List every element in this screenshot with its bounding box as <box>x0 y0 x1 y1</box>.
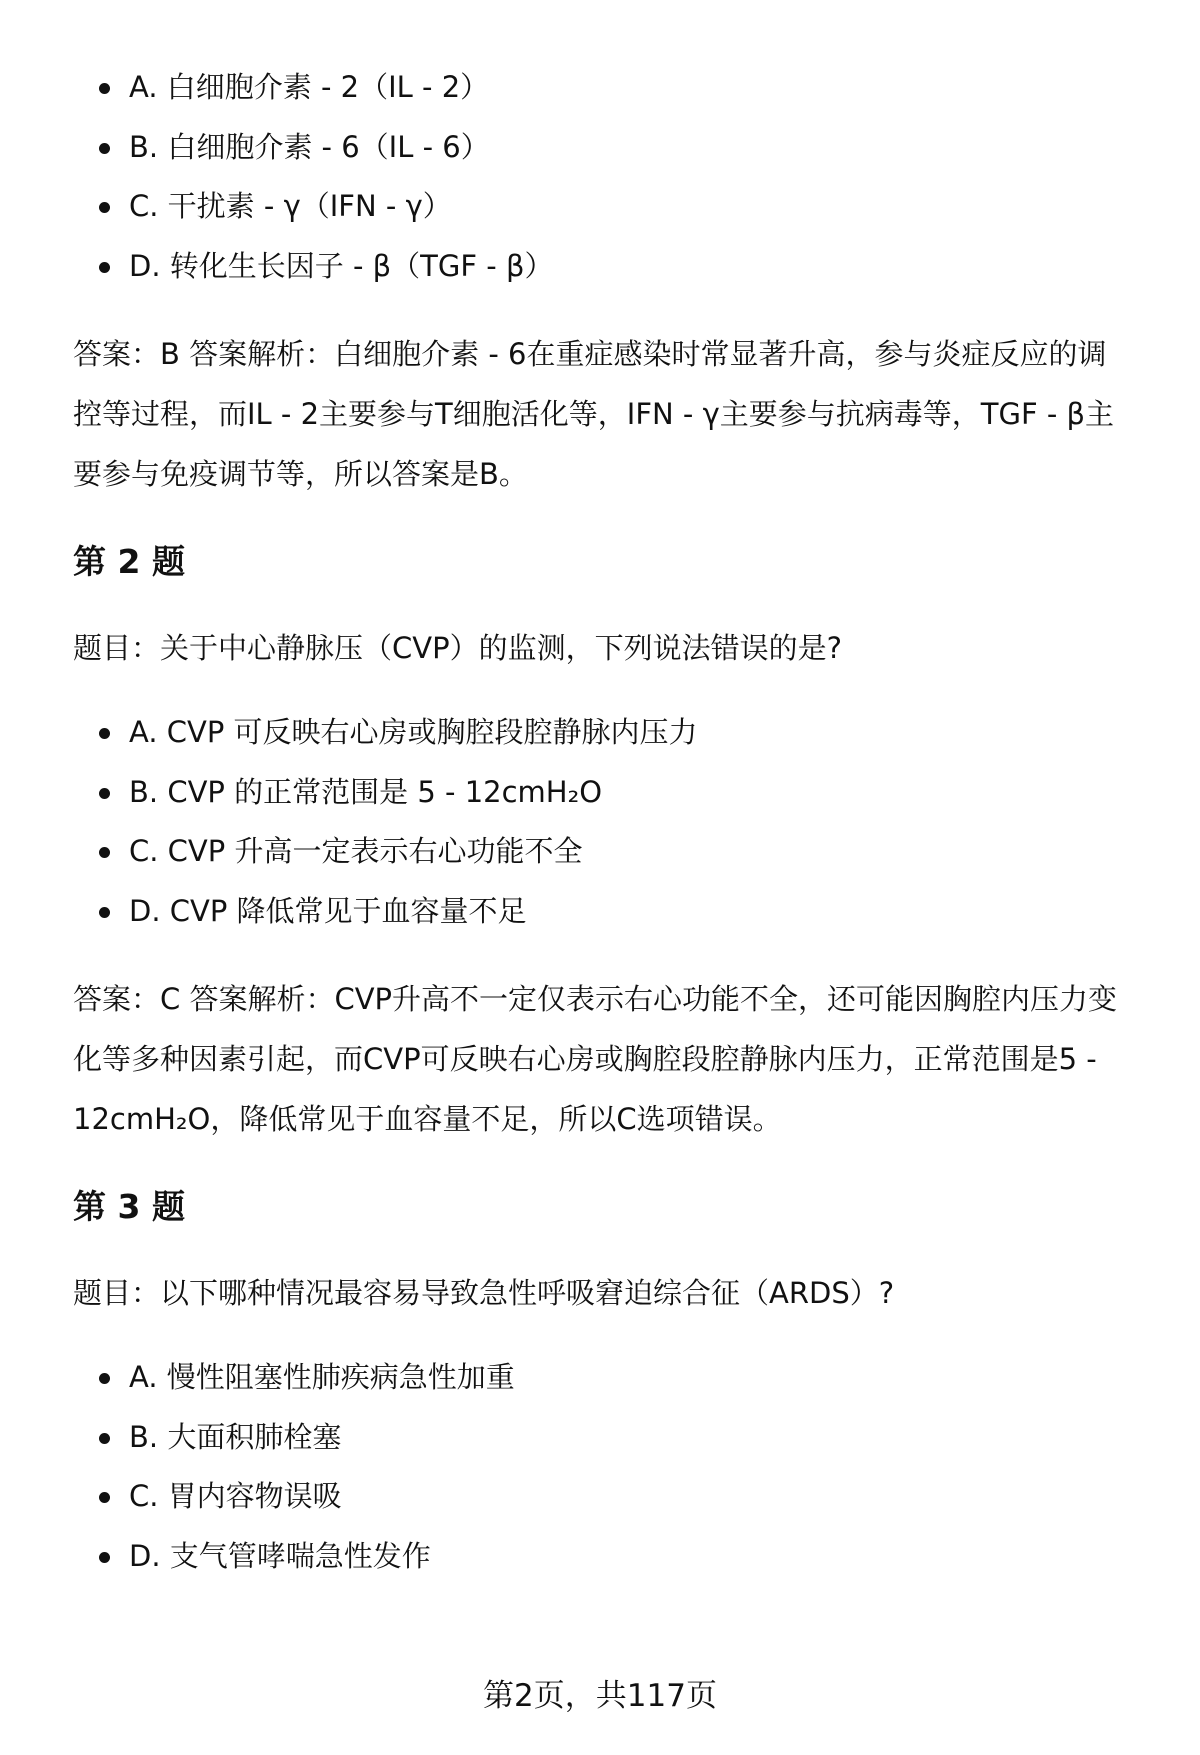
question-1-options <box>73 58 1153 296</box>
question-1-answer <box>73 324 1153 504</box>
option-b: B. 大面积肺栓塞 <box>73 1408 1153 1468</box>
option-d: D. 支气管哮喘急性发作 <box>73 1527 1153 1587</box>
option-a: A. 慢性阻塞性肺疾病急性加重 <box>73 1348 1153 1408</box>
answer-line: 控等过程，而IL - 2主要参与T细胞活化等，IFN - γ主要参与抗病毒等，TGF - β主 <box>73 397 1115 431</box>
question-2-text: 题目：关于中心静脉压（CVP）的监测，下列说法错误的是? <box>73 631 842 665</box>
question-2 <box>73 540 1153 1149</box>
option-d: D. CVP 降低常见于血容量不足 <box>73 882 1153 942</box>
page-number: 第2页，共117页 <box>483 1678 717 1714</box>
question-1 <box>73 58 1153 504</box>
option-c: C. 胃内容物误吸 <box>73 1467 1153 1527</box>
question-2-answer <box>73 969 1153 1149</box>
option-c: C. CVP 升高一定表示右心功能不全 <box>73 822 1153 882</box>
option-a: A. CVP 可反映右心房或胸腔段腔静脉内压力 <box>73 703 1153 763</box>
question-3-text: 题目：以下哪种情况最容易导致急性呼吸窘迫综合征（ARDS）? <box>73 1276 895 1310</box>
answer-line: 答案：B 答案解析：白细胞介素 - 6在重症感染时常显著升高，参与炎症反应的调 <box>73 337 1107 371</box>
answer-line: 要参与免疫调节等，所以答案是B。 <box>73 457 528 491</box>
question-3 <box>73 1185 1153 1586</box>
option-b: B. CVP 的正常范围是 5 - 12cmH₂O <box>73 763 1153 823</box>
question-3-options <box>73 1348 1153 1586</box>
question-2-options <box>73 703 1153 941</box>
answer-line: 12cmH₂O，降低常见于血容量不足，所以C选项错误。 <box>73 1102 782 1136</box>
option-d: D. 转化生长因子 - β（TGF - β） <box>73 237 1153 297</box>
option-b: B. 白细胞介素 - 6（IL - 6） <box>73 118 1153 178</box>
option-c: C. 干扰素 - γ（IFN - γ） <box>73 177 1153 237</box>
page-content <box>73 58 1153 1586</box>
answer-line: 答案：C 答案解析：CVP升高不一定仅表示右心功能不全，还可能因胸腔内压力变 <box>73 982 1118 1016</box>
option-a: A. 白细胞介素 - 2（IL - 2） <box>73 58 1153 118</box>
answer-line: 化等多种因素引起，而CVP可反映右心房或胸腔段腔静脉内压力，正常范围是5 - <box>73 1042 1097 1076</box>
question-3-heading: 第 3 题 <box>73 1187 185 1226</box>
question-2-heading: 第 2 题 <box>73 542 185 581</box>
